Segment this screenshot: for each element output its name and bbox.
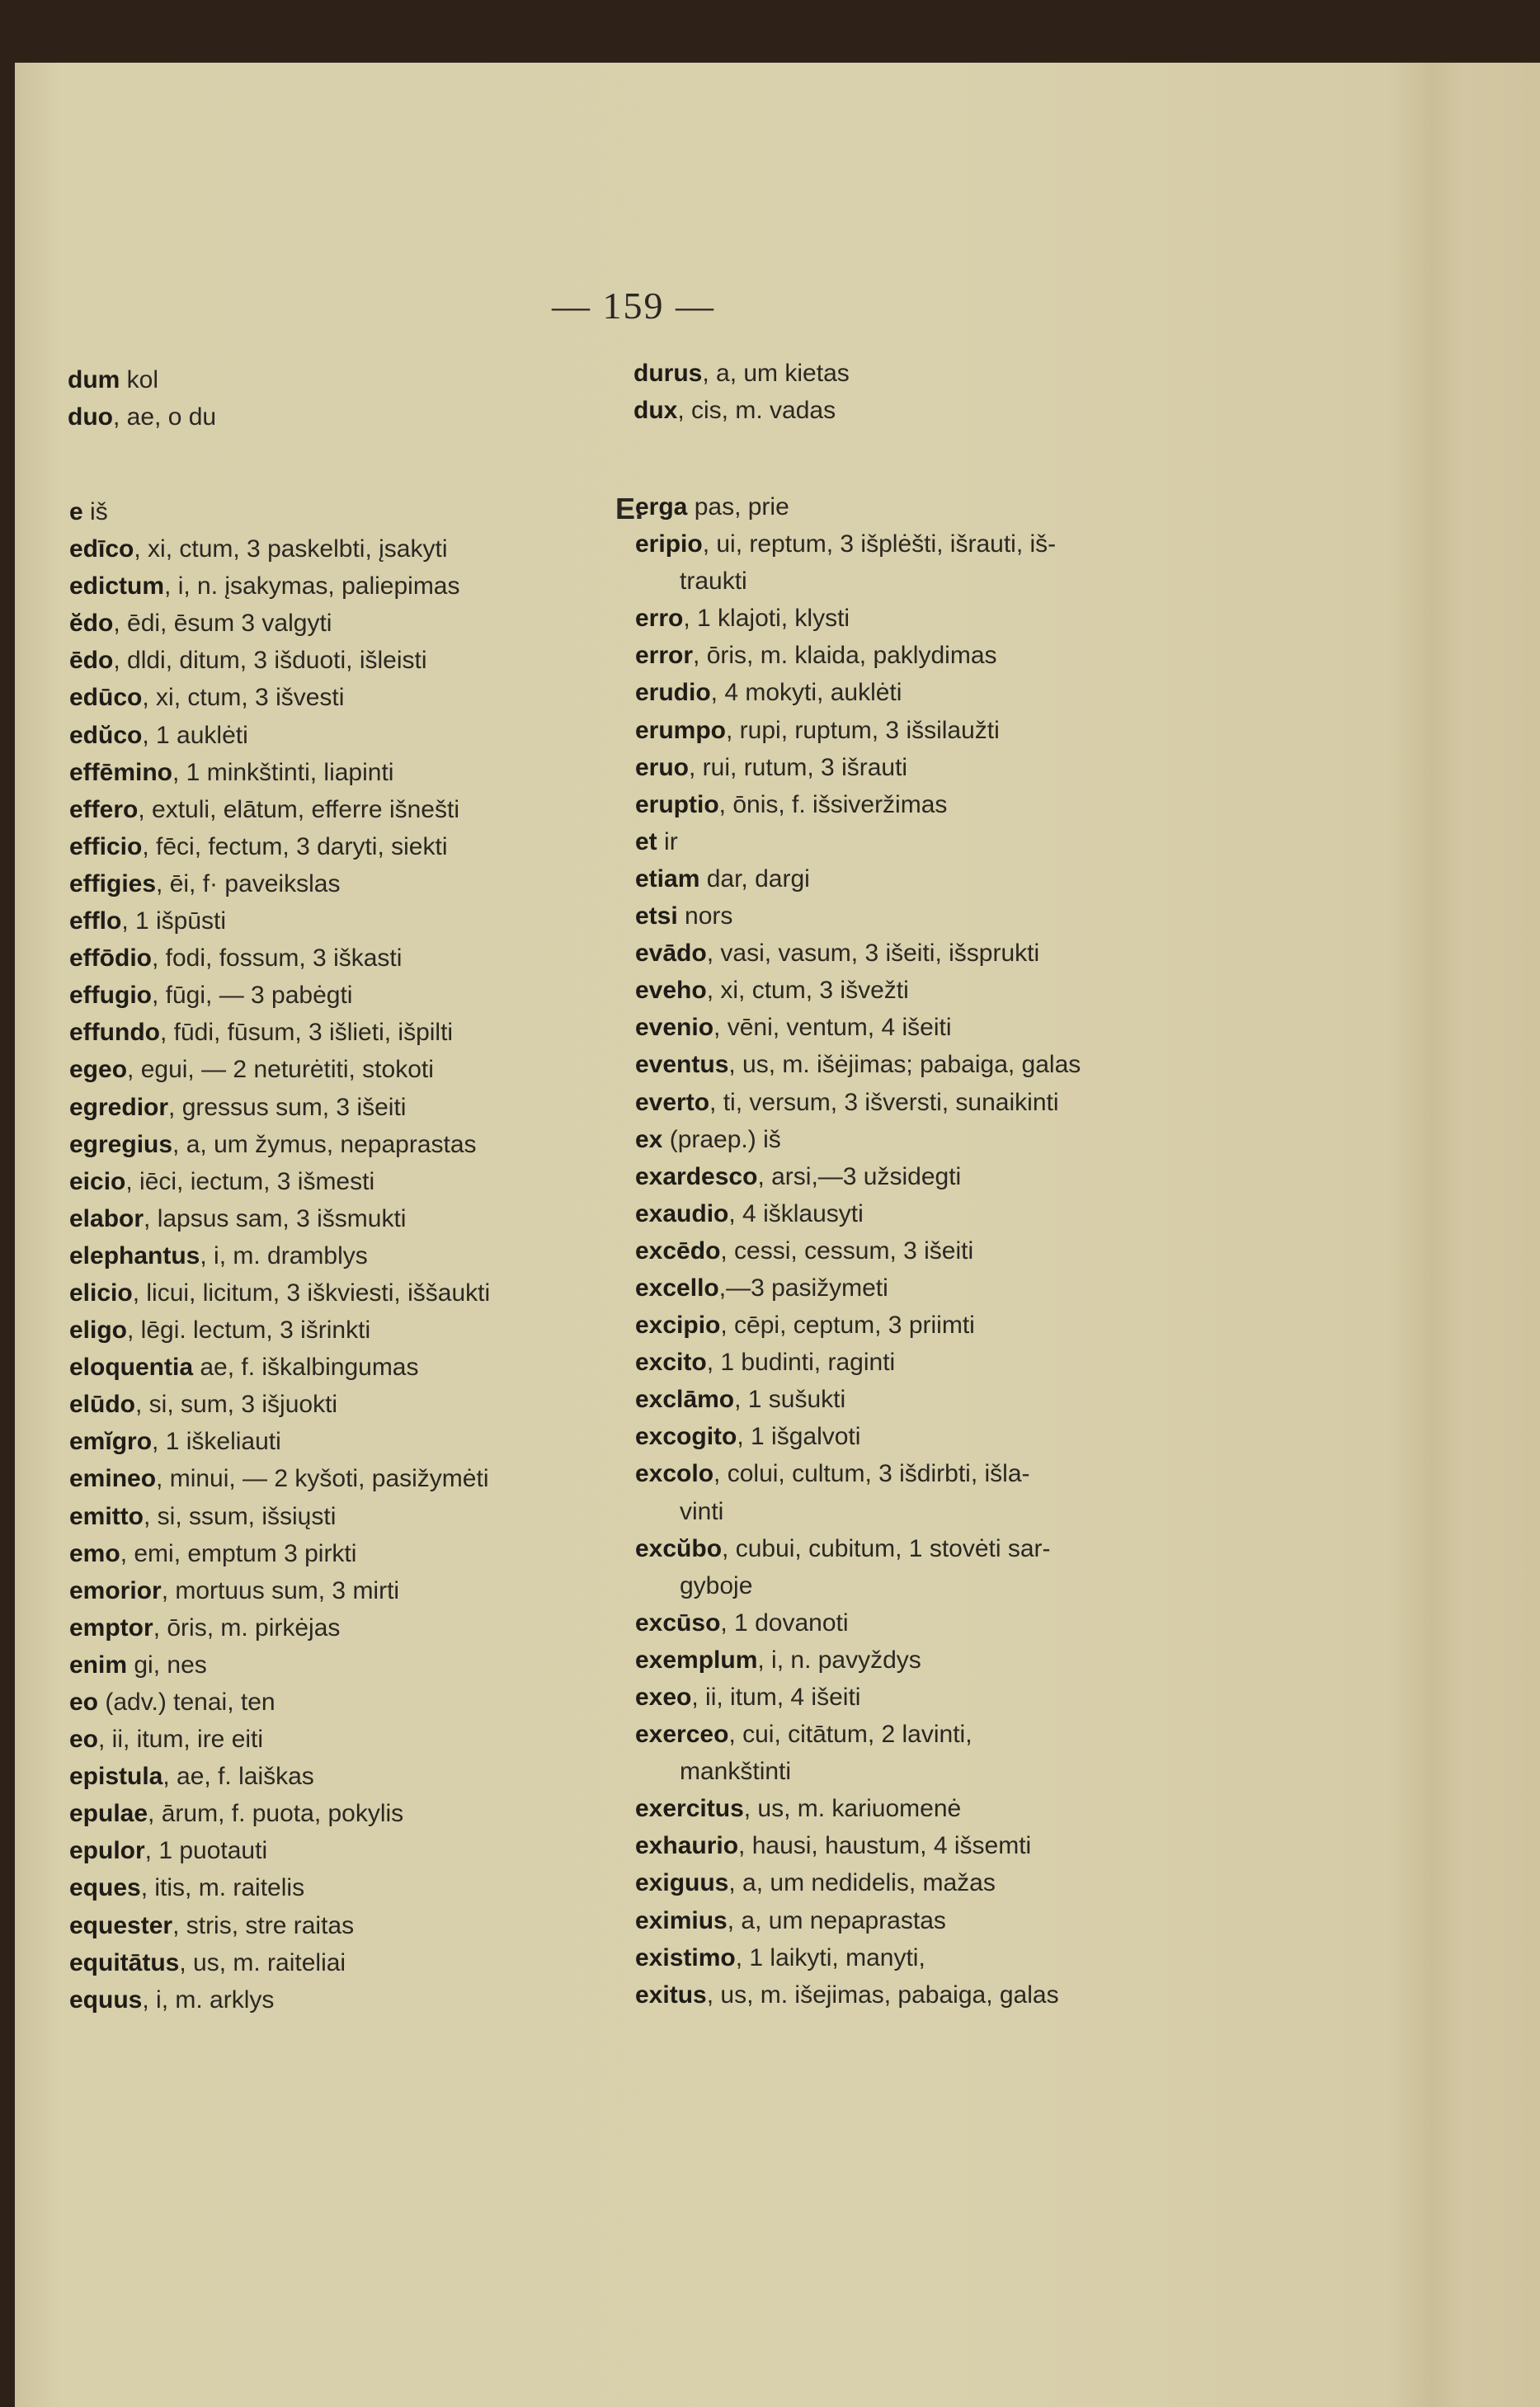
entry-headword: excogito (635, 1423, 737, 1451)
entry-definition: , gressus sum, 3 išeiti (168, 1093, 407, 1121)
entry-headword: excito (635, 1349, 707, 1377)
dictionary-entry (69, 1646, 490, 1684)
entry-definition: , fūdi, fūsum, 3 išlieti, išpilti (159, 1019, 454, 1047)
entry-headword: exeo (635, 1684, 692, 1711)
top-left-entries (68, 361, 216, 436)
entry-headword: exitus (635, 1981, 707, 2009)
entry-headword: edīco (69, 535, 134, 563)
entry-headword: exemplum (635, 1646, 758, 1674)
dictionary-entry (635, 1716, 1081, 1753)
entry-definition: gi, nes (127, 1651, 207, 1679)
entry-definition: (adv.) tenai, ten (98, 1689, 276, 1716)
dictionary-entry (635, 600, 1081, 637)
entry-headword: dum (68, 366, 120, 393)
entry-headword: evādo (635, 940, 707, 968)
dictionary-entry (635, 1864, 1081, 1901)
entry-headword: ēdo (69, 647, 114, 675)
entry-headword: edŭco (69, 721, 143, 749)
dictionary-entry (69, 1349, 490, 1386)
entry-definition: , 1 iškeliauti (152, 1428, 281, 1456)
entry-headword: emitto (69, 1502, 144, 1530)
entry-headword: eruptio (635, 790, 719, 818)
entry-definition: , xi, ctum, 3 išvesti (142, 684, 345, 712)
entry-headword: exardesco (635, 1162, 758, 1190)
dictionary-entry (635, 823, 1081, 860)
entry-headword: exiguus (635, 1869, 729, 1897)
dictionary-entry (69, 1907, 490, 1944)
entry-definition: , ōris, m. pirkėjas (153, 1613, 341, 1642)
entry-headword: emo (69, 1539, 120, 1567)
dictionary-entry (69, 1200, 490, 1237)
entry-headword: etiam (635, 864, 700, 893)
entry-definition: , 1 puotauti (144, 1837, 268, 1865)
entry-headword: excipio (635, 1312, 721, 1340)
dictionary-entry (635, 674, 1081, 711)
dictionary-entry (69, 1498, 490, 1535)
entry-headword: erudio (635, 679, 711, 707)
dictionary-entry (635, 1195, 1081, 1232)
entry-definition: , ēdi, ēsum 3 valgyti (113, 610, 332, 638)
entry-definition: , stris, stre raitas (172, 1911, 355, 1939)
entry-definition: ,—3 pasižymeti (718, 1274, 888, 1302)
dictionary-entry (635, 1344, 1081, 1381)
entry-headword: equus (69, 1985, 143, 2014)
entry-definition: , 1 dovanoti (720, 1609, 849, 1637)
dictionary-entry (635, 1530, 1081, 1567)
entry-definition: , cui, citātum, 2 lavinti, (728, 1721, 973, 1749)
entry-headword: exercitus (635, 1795, 744, 1823)
entry-headword: effero (69, 795, 139, 823)
dictionary-entry (69, 1721, 490, 1758)
entry-definition: , us, m. kariuomenė (743, 1795, 962, 1823)
entry-definition: , 1 išpūsti (121, 907, 227, 935)
entry-definition: (praep.) iš (662, 1125, 781, 1153)
entry-definition: , ārum, f. puota, pokylis (148, 1800, 404, 1828)
page-number: — 159 — (552, 285, 715, 327)
entry-headword: eques (69, 1874, 141, 1902)
entry-headword: eripio (635, 530, 703, 558)
dictionary-entry (635, 1790, 1081, 1827)
dictionary-entry (69, 1312, 490, 1349)
dictionary-entry (69, 717, 490, 754)
entry-headword: erro (635, 605, 684, 633)
entry-headword: emineo (69, 1465, 157, 1493)
entry-definition: , a, um kietas (702, 360, 850, 387)
dictionary-entry (69, 828, 490, 865)
dictionary-entry (69, 1944, 490, 1981)
entry-definition: , extuli, elātum, efferre išnešti (138, 795, 459, 823)
entry-definition: , itis, m. raitelis (140, 1874, 305, 1902)
entry-headword: et (635, 827, 657, 855)
entry-definition: , 1 minkštinti, liapinti (172, 758, 394, 786)
dictionary-entry (69, 1609, 490, 1646)
dictionary-entry (69, 642, 490, 679)
dictionary-entry (69, 568, 490, 605)
entry-definition: , si, sum, 3 išjuokti (135, 1391, 338, 1419)
left-column-entries (69, 493, 490, 2018)
entry-headword: durus (633, 360, 703, 387)
entry-headword: e (69, 498, 83, 525)
entry-headword: egeo (69, 1056, 128, 1084)
entry-definition: , i, n. įsakymas, paliepimas (164, 572, 460, 601)
dictionary-entry (635, 1939, 1081, 1976)
entry-headword: equitātus (69, 1948, 180, 1976)
entry-headword: eo (69, 1689, 99, 1716)
entry-definition: , lapsus sam, 3 išsmukti (144, 1204, 407, 1232)
entry-definition: , ii, itum, 4 išeiti (691, 1684, 861, 1711)
entry-definition: ir (657, 827, 678, 855)
entry-headword: efficio (69, 832, 143, 860)
entry-definition: , us, m. išejimas, pabaiga, galas (706, 1981, 1059, 2009)
dictionary-entry (69, 605, 490, 642)
entry-headword: exaudio (635, 1199, 729, 1227)
entry-definition: , us, m. išėjimas; pabaiga, galas (728, 1051, 1081, 1079)
entry-definition: , si, ssum, išsiųsti (144, 1502, 337, 1530)
entry-headword: emĭgro (69, 1428, 153, 1456)
entry-definition: , ōnis, f. išsiveržimas (718, 790, 948, 818)
entry-headword: ĕdo (69, 610, 114, 638)
top-right-entries (633, 355, 850, 429)
entry-definition: , 4 išklausyti (728, 1199, 864, 1227)
entry-definition: , 4 mokyti, auklėti (710, 679, 902, 707)
dictionary-entry (635, 1232, 1081, 1269)
dictionary-entry (635, 488, 1081, 525)
entry-definition: , rupi, ruptum, 3 išsilaužti (726, 716, 1000, 744)
dictionary-entry (69, 754, 490, 791)
entry-definition: , us, m. raiteliai (179, 1948, 346, 1976)
entry-headword: eruo (635, 753, 690, 781)
entry-definition: , 1 išgalvoti (737, 1423, 861, 1451)
dictionary-entry (69, 1460, 490, 1497)
entry-definition: iš (82, 498, 108, 525)
entry-definition: , licui, licitum, 3 iškviesti, iššaukti (132, 1279, 491, 1307)
entry-definition: , lēgi. lectum, 3 išrinkti (127, 1317, 371, 1345)
entry-headword: effēmino (69, 758, 173, 786)
entry-headword: exclāmo (635, 1386, 735, 1414)
entry-definition: , ui, reptum, 3 išplėšti, išrauti, iš- (702, 530, 1057, 558)
dictionary-entry (635, 1679, 1081, 1716)
entry-headword: elūdo (69, 1391, 135, 1419)
dictionary-entry (69, 1423, 490, 1460)
entry-headword: eventus (635, 1051, 729, 1079)
dictionary-entry (635, 1418, 1081, 1455)
entry-headword: excŭbo (635, 1534, 723, 1562)
dictionary-entry (69, 865, 490, 902)
entry-definition: , 1 budinti, raginti (706, 1349, 896, 1377)
dictionary-page (15, 63, 1540, 2407)
entry-definition: , mortuus sum, 3 mirti (161, 1576, 400, 1604)
dictionary-entry (69, 1572, 490, 1609)
dictionary-entry (635, 637, 1081, 674)
entry-headword: duo (68, 403, 113, 431)
entry-headword: egregius (69, 1130, 173, 1158)
entry-headword: exerceo (635, 1721, 729, 1749)
entry-definition: , a, um nedidelis, mažas (728, 1869, 996, 1897)
entry-headword: elabor (69, 1204, 144, 1232)
dictionary-entry (69, 493, 490, 530)
entry-definition: , 1 auklėti (142, 721, 248, 749)
entry-headword: edūco (69, 684, 143, 712)
entry-definition: , emi, emptum 3 pirkti (120, 1539, 357, 1567)
entry-headword: excolo (635, 1460, 714, 1488)
dictionary-entry (69, 977, 490, 1014)
dictionary-entry (635, 712, 1081, 749)
entry-continuation: traukti (680, 568, 747, 596)
entry-continuation: vinti (680, 1497, 724, 1525)
entry-definition: , egui, — 2 neturėtiti, stokoti (127, 1056, 434, 1084)
entry-headword: epulor (69, 1837, 145, 1865)
dictionary-entry (635, 1642, 1081, 1679)
entry-definition: , ōris, m. klaida, paklydimas (693, 642, 997, 670)
dictionary-entry (633, 355, 850, 392)
dictionary-entry (69, 1758, 490, 1795)
dictionary-entry (635, 1009, 1081, 1046)
dictionary-entry (69, 1163, 490, 1200)
entry-definition: , xi, ctum, 3 paskelbti, įsakyti (134, 535, 448, 563)
dictionary-entry (635, 1307, 1081, 1344)
dictionary-entry (635, 1084, 1081, 1121)
entry-definition: , i, n. pavyždys (757, 1646, 921, 1674)
entry-definition: , fodi, fossum, 3 iškasti (151, 944, 403, 973)
entry-definition: , a, um žymus, nepaprastas (172, 1130, 477, 1158)
entry-definition: kol (120, 366, 159, 393)
entry-definition: , 1 klajoti, klysti (683, 605, 850, 633)
dictionary-entry (635, 1827, 1081, 1864)
entry-headword: excello (635, 1274, 719, 1302)
dictionary-entry (633, 392, 850, 429)
dictionary-entry (69, 530, 490, 568)
entry-headword: eicio (69, 1167, 126, 1195)
dictionary-entry (69, 1832, 490, 1869)
entry-headword: epistula (69, 1763, 163, 1791)
entry-headword: exhaurio (635, 1832, 739, 1860)
dictionary-entry (69, 1089, 490, 1126)
entry-headword: eximius (635, 1906, 728, 1934)
entry-definition: , cubui, cubitum, 1 stovėti sar- (722, 1534, 1051, 1562)
entry-definition: , xi, ctum, 3 išvežti (706, 977, 909, 1005)
entry-definition: , fēci, fectum, 3 daryti, siekti (142, 832, 448, 860)
right-column-entries (635, 488, 1081, 2014)
dictionary-entry (635, 860, 1081, 897)
dictionary-entry (635, 749, 1081, 786)
dictionary-entry (635, 525, 1081, 563)
entry-definition: , fūgi, — 3 pabėgti (151, 982, 353, 1010)
dictionary-entry (635, 897, 1081, 935)
entry-headword: elephantus (69, 1241, 200, 1269)
dictionary-entry (69, 1014, 490, 1051)
entry-headword: eloquentia (69, 1354, 194, 1382)
dictionary-entry (69, 1274, 490, 1312)
entry-definition: , dldi, ditum, 3 išduoti, išleisti (113, 647, 427, 675)
entry-headword: enim (69, 1651, 128, 1679)
dictionary-entry (635, 1269, 1081, 1307)
dictionary-entry (69, 940, 490, 977)
entry-headword: existimo (635, 1943, 736, 1971)
entry-definition: , arsi,—3 užsidegti (757, 1162, 962, 1190)
dictionary-entry (69, 1535, 490, 1572)
entry-definition: , i, m. dramblys (200, 1241, 368, 1269)
entry-definition: , hausi, haustum, 4 išsemti (738, 1832, 1032, 1860)
entry-headword: evenio (635, 1014, 714, 1042)
dictionary-entry (69, 1051, 490, 1088)
entry-headword: excēdo (635, 1236, 721, 1265)
dictionary-entry (69, 1126, 490, 1163)
entry-definition: , a, um nepaprastas (727, 1906, 946, 1934)
entry-definition: , ae, o du (112, 403, 217, 431)
entry-headword: effundo (69, 1019, 160, 1047)
entry-definition: , vēni, ventum, 4 išeiti (713, 1014, 952, 1042)
dictionary-entry (635, 786, 1081, 823)
dictionary-entry (68, 361, 216, 398)
entry-definition: dar, dargi (699, 864, 810, 893)
entry-continuation: mankštinti (680, 1758, 792, 1786)
dictionary-entry (635, 1604, 1081, 1642)
entry-headword: egredior (69, 1093, 169, 1121)
entry-definition: , minui, — 2 kyšoti, pasižymėti (156, 1465, 489, 1493)
entry-headword: elicio (69, 1279, 133, 1307)
entry-definition: , ēi, f· paveikslas (156, 869, 341, 897)
dictionary-entry (635, 1158, 1081, 1195)
entry-headword: efflo (69, 907, 122, 935)
entry-headword: epulae (69, 1800, 148, 1828)
entry-headword: excūso (635, 1609, 721, 1637)
dictionary-entry (69, 1981, 490, 2018)
entry-headword: edictum (69, 572, 165, 601)
entry-definition: ae, f. iškalbingumas (193, 1354, 419, 1382)
dictionary-entry (635, 1455, 1081, 1492)
entry-definition: , 1 sušukti (734, 1386, 846, 1414)
entry-headword: eveho (635, 977, 707, 1005)
dictionary-entry (69, 1237, 490, 1274)
dictionary-entry (69, 1869, 490, 1906)
entry-headword: error (635, 642, 694, 670)
entry-headword: everto (635, 1088, 710, 1116)
dictionary-entry (635, 972, 1081, 1009)
entry-headword: emorior (69, 1576, 162, 1604)
entry-definition: , ii, itum, ire eiti (98, 1726, 264, 1754)
entry-definition: , i, m. arklys (142, 1985, 275, 2014)
entry-headword: dux (633, 397, 678, 425)
entry-headword: ex (635, 1125, 663, 1153)
entry-headword: eo (69, 1726, 99, 1754)
dictionary-entry (635, 1121, 1081, 1158)
dictionary-entry (69, 1795, 490, 1832)
entry-definition: , ti, versum, 3 išversti, sunaikinti (709, 1088, 1059, 1116)
entry-definition: , 1 laikyti, manyti, (735, 1943, 925, 1971)
dictionary-entry (635, 1976, 1081, 2014)
dictionary-entry (69, 1386, 490, 1423)
dictionary-entry (635, 1381, 1081, 1418)
entry-definition: , vasi, vasum, 3 išeiti, išsprukti (706, 940, 1040, 968)
section-letter-heading: E. (615, 492, 644, 525)
dictionary-entry (69, 679, 490, 716)
entry-definition: , iēci, iectum, 3 išmesti (125, 1167, 375, 1195)
entry-headword: erumpo (635, 716, 727, 744)
entry-definition: , cis, m. vadas (677, 397, 836, 425)
entry-definition: , rui, rutum, 3 išrauti (689, 753, 908, 781)
entry-definition: , colui, cultum, 3 išdirbti, išla- (713, 1460, 1030, 1488)
entry-headword: equester (69, 1911, 173, 1939)
entry-headword: emptor (69, 1613, 153, 1642)
entry-definition: pas, prie (687, 493, 789, 520)
dictionary-entry (69, 791, 490, 828)
entry-definition: , cēpi, ceptum, 3 priimti (720, 1312, 975, 1340)
entry-definition: , ae, f. laiškas (162, 1763, 314, 1791)
entry-continuation: gyboje (680, 1571, 753, 1599)
dictionary-entry (635, 1046, 1081, 1083)
entry-headword: effōdio (69, 944, 152, 973)
dictionary-entry (69, 902, 490, 940)
entry-headword: erga (635, 493, 688, 520)
entry-headword: effigies (69, 869, 157, 897)
entry-headword: etsi (635, 902, 678, 930)
dictionary-entry (635, 1902, 1081, 1939)
dictionary-entry (635, 935, 1081, 972)
dictionary-entry (68, 398, 216, 436)
entry-headword: effugio (69, 982, 152, 1010)
entry-definition: nors (677, 902, 733, 930)
entry-headword: eligo (69, 1317, 128, 1345)
dictionary-entry (69, 1684, 490, 1721)
entry-definition: , cessi, cessum, 3 išeiti (720, 1236, 974, 1265)
